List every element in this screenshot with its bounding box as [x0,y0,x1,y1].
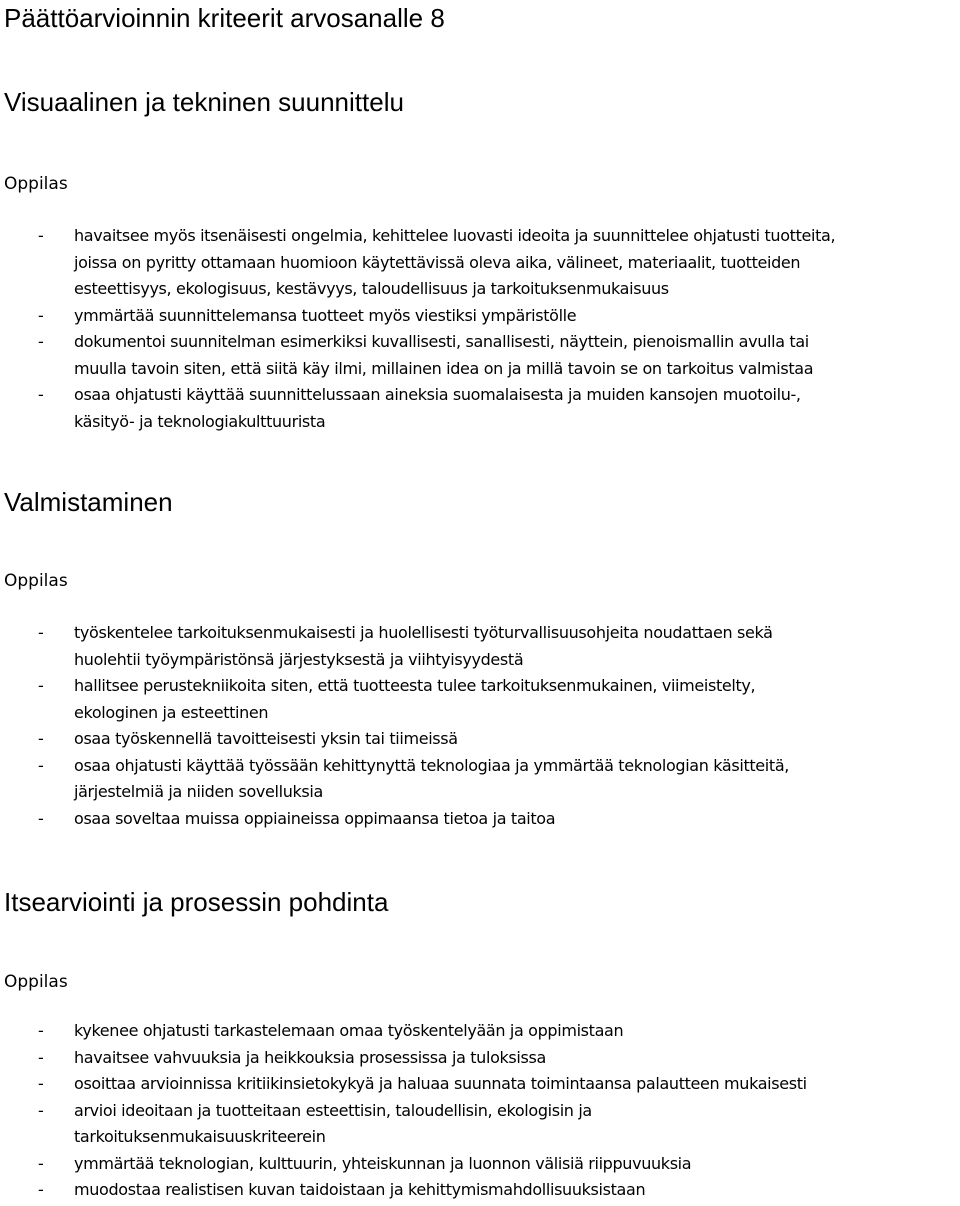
section-role-label: Oppilas [4,571,68,591]
list-item-text: osaa soveltaa muissa oppiaineissa oppimaansa tietoa ja taitoa [74,808,556,828]
list-item-text: muodostaa realistisen kuvan taidoistaan ja kehittymismahdollisuuksistaan [74,1180,646,1199]
bullet-dash: - [38,808,44,828]
bullet-dash: - [38,1074,44,1093]
bullet-dash: - [38,305,44,325]
list-item-text: kykenee ohjatusti tarkastelemaan omaa työskentelyään ja oppimistaan [74,1021,624,1040]
bullet-dash: - [38,1047,44,1067]
list-item-text: dokumentoi suunnitelman esimerkiksi kuvallisesti, sanallisesti, näyttein, pienoismallin avulla tai muulla tavoin siten, että siitä käy ilmi, millainen idea on ja millä tavoin se on tarkoitus valmistaa [74,332,814,378]
section-heading-manufacturing: Valmistaminen [4,487,173,517]
section-heading-self-assessment: Itsearviointi ja prosessin pohdinta [4,887,389,917]
bullet-dash: - [38,623,44,642]
bullet-dash: - [38,1021,44,1040]
bullet-dash: - [38,755,44,775]
list-item-text: osaa työskennellä tavoitteisesti yksin tai tiimeissä [74,729,458,748]
bullet-dash: - [38,1100,44,1120]
list-item-text: havaitsee vahvuuksia ja heikkouksia prosessissa ja tuloksissa [74,1047,546,1067]
bullet-dash: - [38,1180,44,1199]
list-item-text: havaitsee myös itsenäisesti ongelmia, kehittelee luovasti ideoita ja suunnittelee ohjatusti tuotteita, joissa on pyritty ottamaan huomioon käytettävissä oleva aika, välineet, materiaalit, tuotteiden esteettisyys, ekologisuus, kestävyys, taloudellisuus ja tarkoituksenmukaisuus [74,226,836,298]
section-heading-visual-technical-design: Visuaalinen ja tekninen suunnittelu [4,87,404,117]
list-item-text: osaa ohjatusti käyttää suunnittelussaan aineksia suomalaisesta ja muiden kansojen muotoilu-, käsityö- ja teknologiakulttuurista [74,385,801,431]
bullet-dash: - [38,226,44,245]
list-item-text: osoittaa arvioinnissa kritiikinsietokykyä ja haluaa suunnata toimintaansa palautteen mukaisesti [74,1074,807,1093]
bullet-dash: - [38,385,44,404]
bullet-dash: - [38,676,44,695]
section-role-label: Oppilas [4,174,68,194]
document-title: Päättöarvioinnin kriteerit arvosanalle 8 [4,3,445,33]
bullet-dash: - [38,332,44,351]
list-item-text: osaa ohjatusti käyttää työssään kehittynyttä teknologiaa ja ymmärtää teknologian käsitteitä, järjestelmiä ja niiden sovelluksia [74,755,790,801]
section-role-label: Oppilas [4,972,68,992]
list-item-text: arvioi ideoitaan ja tuotteitaan esteettisin, taloudellisin, ekologisin ja tarkoituksenmukaisuuskriteerein [74,1100,592,1146]
list-item-text: ymmärtää suunnittelemansa tuotteet myös viestiksi ympäristölle [74,305,577,325]
bullet-dash: - [38,1153,44,1173]
list-item-text: ymmärtää teknologian, kulttuurin, yhteiskunnan ja luonnon välisiä riippuvuuksia [74,1153,692,1173]
bullet-dash: - [38,729,44,748]
list-item-text: työskentelee tarkoituksenmukaisesti ja huolellisesti työturvallisuusohjeita noudattaen sekä huolehtii työympäristönsä järjestyksestä ja viihtyisyydestä [74,623,773,669]
list-item-text: hallitsee perustekniikoita siten, että tuotteesta tulee tarkoituksenmukainen, viimeistelty, ekologinen ja esteettinen [74,676,756,722]
